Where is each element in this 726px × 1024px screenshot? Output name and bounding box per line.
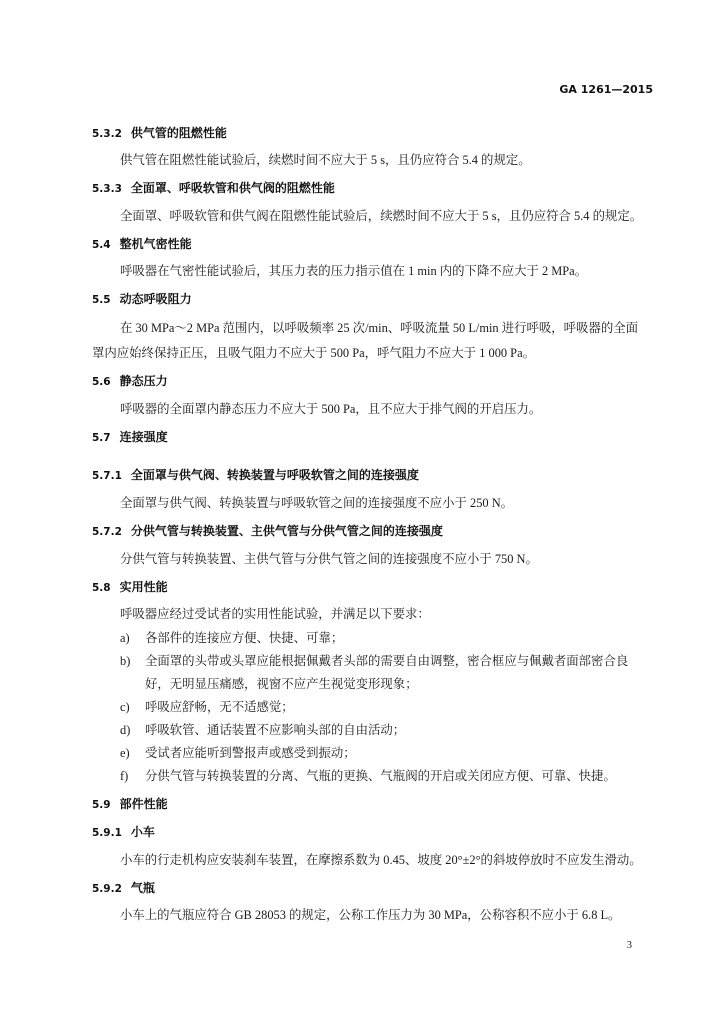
- list-item-text: 受试者应能听到警报声或感受到振动；: [145, 746, 356, 760]
- section-title: 供气管的阻燃性能: [130, 126, 227, 140]
- paragraph-line: 小车上的气瓶应符合 GB 28053 的规定，公称工作压力为 30 MPa，公称容积不应小于 6.8 L。: [120, 908, 621, 922]
- section-title: 实用性能: [119, 580, 168, 594]
- section-title: 整机气密性能: [119, 237, 192, 251]
- section-number: 5.3.3: [92, 183, 122, 195]
- list-item-marker: d): [120, 723, 131, 737]
- paragraph-line: 全面罩与供气阀、转换装置与呼吸软管之间的连接强度不应小于 250 N。: [120, 496, 514, 510]
- section-title: 气瓶: [130, 881, 155, 895]
- section-title: 部件性能: [119, 797, 168, 811]
- section-number: 5.9.1: [92, 827, 122, 839]
- list-item-text: 全面罩的头带或头罩应能根据佩戴者头部的需要自由调整，密合框应与佩戴者面部密合良: [145, 654, 629, 668]
- section-heading-5-3-3: [92, 180, 335, 197]
- section-heading-5-7: [92, 429, 168, 446]
- section-number: 5.5: [92, 294, 111, 306]
- list-item-text: 呼吸软管、通话装置不应影响头部的自由活动；: [145, 723, 406, 737]
- paragraph-line-continuation: 罩内应始终保持正压，且吸气阻力不应大于 500 Pa，呼气阻力不应大于 1 000 Pa。: [92, 346, 535, 360]
- list-item-text: 各部件的连接应方便、快捷、可靠；: [145, 631, 344, 645]
- list-item-text-continuation: 好，无明显压痛感，视窗不应产生视觉变形现象；: [145, 677, 418, 691]
- section-title: 分供气管与转换装置、主供气管与分供气管之间的连接强度: [130, 524, 443, 538]
- paragraph-line: 供气管在阻燃性能试验后，续燃时间不应大于 5 s，且仍应符合 5.4 的规定。: [120, 153, 531, 167]
- paragraph-line: 分供气管与转换装置、主供气管与分供气管之间的连接强度不应小于 750 N。: [120, 552, 538, 566]
- section-heading-5-7-2: [92, 523, 443, 540]
- list-item-marker: b): [120, 654, 131, 668]
- section-number: 5.9: [92, 799, 111, 811]
- section-heading-5-4: [92, 236, 192, 253]
- paragraph-line: 在 30 MPa～2 MPa 范围内，以呼吸频率 25 次/min、呼吸流量 50 L/min 进行呼吸，呼吸器的全面: [120, 321, 639, 335]
- list-item-text: 呼吸应舒畅，无不适感觉；: [145, 700, 294, 714]
- section-title: 小车: [130, 825, 155, 839]
- section-heading-5-8: [92, 579, 168, 596]
- section-heading-5-5: [92, 291, 192, 308]
- section-number: 5.7: [92, 432, 111, 444]
- list-item-marker: f): [120, 769, 129, 783]
- section-title: 全面罩与供气阀、转换装置与呼吸软管之间的连接强度: [130, 468, 419, 482]
- section-title: 动态呼吸阻力: [119, 292, 192, 306]
- section-number: 5.3.2: [92, 128, 122, 140]
- section-heading-5-6: [92, 373, 168, 390]
- list-item-marker: c): [120, 700, 130, 714]
- list-item-marker: e): [120, 746, 130, 760]
- section-title: 静态压力: [119, 374, 168, 388]
- paragraph-line: 呼吸器应经过受试者的实用性能试验，并满足以下要求：: [120, 607, 430, 621]
- section-title: 连接强度: [119, 430, 168, 444]
- list-item-marker: a): [120, 631, 130, 645]
- paragraph-line: 小车的行走机构应安装刹车装置，在摩擦系数为 0.45、坡度 20°±2°的斜坡停放时不应发生滑动。: [120, 853, 642, 867]
- section-number: 5.7.2: [92, 526, 122, 538]
- paragraph-line: 呼吸器在气密性能试验后，其压力表的压力指示值在 1 min 内的下降不应大于 2 MPa。: [120, 264, 588, 278]
- section-number: 5.4: [92, 239, 111, 251]
- section-heading-5-9-2: [92, 880, 155, 897]
- section-heading-5-9: [92, 796, 168, 813]
- section-number: 5.8: [92, 582, 111, 594]
- page-number: 3: [626, 940, 632, 951]
- section-number: 5.7.1: [92, 470, 122, 482]
- list-item-text: 分供气管与转换装置的分离、气瓶的更换、气瓶阀的开启或关闭应方便、可靠、快捷。: [145, 769, 616, 783]
- section-heading-5-9-1: [92, 824, 155, 841]
- section-heading-5-7-1: [92, 467, 419, 484]
- section-number: 5.6: [92, 376, 111, 388]
- section-heading-5-3-2: [92, 125, 227, 142]
- standard-code-header: GA 1261—2015: [559, 83, 653, 96]
- paragraph-line: 呼吸器的全面罩内静态压力不应大于 500 Pa，且不应大于排气阀的开启压力。: [120, 402, 542, 416]
- section-number: 5.9.2: [92, 883, 122, 895]
- section-title: 全面罩、呼吸软管和供气阀的阻燃性能: [130, 181, 335, 195]
- paragraph-line: 全面罩、呼吸软管和供气阀在阻燃性能试验后，续燃时间不应大于 5 s，且仍应符合 5.4 的规定。: [120, 209, 643, 223]
